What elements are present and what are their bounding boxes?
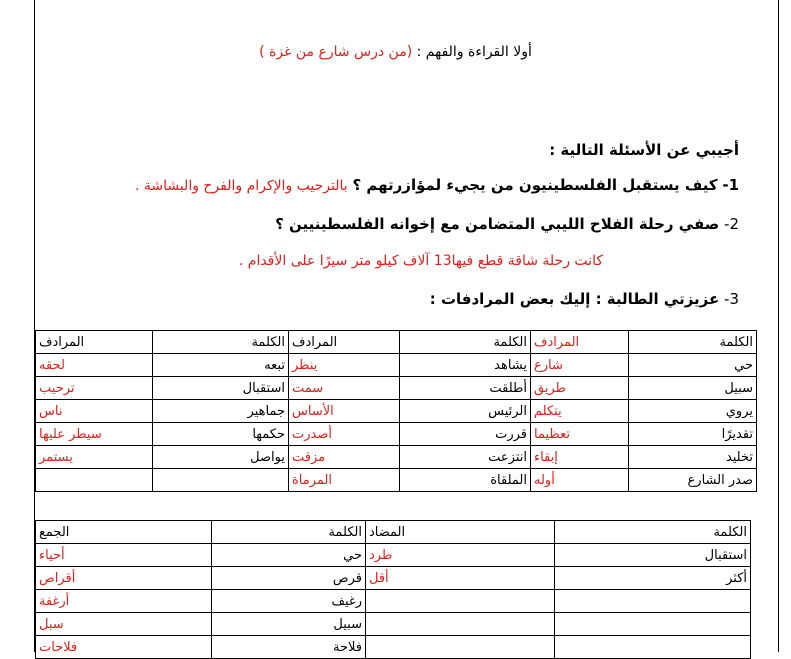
table-cell-word bbox=[555, 613, 751, 636]
table-cell-plural: أرغفة bbox=[36, 590, 212, 613]
table-cell-word: رغيف bbox=[212, 590, 366, 613]
table-cell-plural: أحياء bbox=[36, 544, 212, 567]
question-2-answer: كانت رحلة شاقة قطع فيها13 آلاف كيلو متر سيرًا على الأقدام . bbox=[238, 253, 603, 269]
table-cell-word: يشاهد bbox=[400, 354, 531, 377]
table-cell-synonym: ترحيب bbox=[36, 377, 153, 400]
table-header-row bbox=[36, 331, 757, 354]
header-word: الكلمة bbox=[153, 331, 289, 354]
table-cell-opposite: طرد bbox=[366, 544, 555, 567]
header-word: الكلمة bbox=[212, 521, 366, 544]
table-row bbox=[36, 400, 757, 423]
header-synonym: المرادف bbox=[531, 331, 629, 354]
question-2-number: 2- bbox=[724, 215, 739, 233]
table-row bbox=[36, 423, 757, 446]
header-synonym: المرادف bbox=[36, 331, 153, 354]
title-lesson: (من درس شارع من غزة ) bbox=[259, 44, 413, 60]
table-cell-synonym: سيطر عليها bbox=[36, 423, 153, 446]
table-cell-word: استقبال bbox=[555, 544, 751, 567]
table-cell-synonym: ينظر bbox=[289, 354, 400, 377]
table-cell-word: تقديرًا bbox=[629, 423, 757, 446]
table-cell-word: سبيل bbox=[629, 377, 757, 400]
table-header-row bbox=[36, 521, 751, 544]
header-opposite: المضاد bbox=[366, 521, 555, 544]
table-cell-word: الرئيس bbox=[400, 400, 531, 423]
table-cell-synonym: سمت bbox=[289, 377, 400, 400]
header-plural: الجمع bbox=[36, 521, 212, 544]
table-cell-word: فلاحة bbox=[212, 636, 366, 659]
table-cell-word bbox=[153, 469, 289, 492]
instruction: أجيبي عن الأسئلة التالية : bbox=[549, 141, 739, 159]
table-cell-synonym: يتكلم bbox=[531, 400, 629, 423]
table-cell-word: يروي bbox=[629, 400, 757, 423]
table-cell-word: أطلقت bbox=[400, 377, 531, 400]
table-row bbox=[36, 567, 751, 590]
table-cell-word: سبيل bbox=[212, 613, 366, 636]
table-cell-word: حي bbox=[212, 544, 366, 567]
table-cell-synonym: الأساس bbox=[289, 400, 400, 423]
question-2-text: صفي رحلة الفلاح الليبي المتضامن مع إخوانه الفلسطينيين ؟ bbox=[275, 215, 720, 233]
table-row bbox=[36, 544, 751, 567]
table-cell-plural: فلاحات bbox=[36, 636, 212, 659]
table-cell-word: حي bbox=[629, 354, 757, 377]
table-row bbox=[36, 590, 751, 613]
table-cell-word: جماهير bbox=[153, 400, 289, 423]
header-word: الكلمة bbox=[555, 521, 751, 544]
question-3-number: 3- bbox=[724, 290, 739, 308]
table-cell-word: حكمها bbox=[153, 423, 289, 446]
title-prefix: أولا القراءة والفهم : bbox=[412, 44, 532, 60]
question-1-answer: بالترحيب والإكرام والفرح والبشاشة . bbox=[134, 178, 348, 194]
table-cell-word: استقبال bbox=[153, 377, 289, 400]
table-row bbox=[36, 446, 757, 469]
table-cell-word: انتزعت bbox=[400, 446, 531, 469]
table-cell-synonym: مزقت bbox=[289, 446, 400, 469]
table-cell-opposite: أقل bbox=[366, 567, 555, 590]
page-margin-right bbox=[778, 0, 779, 652]
table-cell-synonym bbox=[36, 469, 153, 492]
table-cell-synonym: إبقاء bbox=[531, 446, 629, 469]
table-cell-word: يواصل bbox=[153, 446, 289, 469]
question-2 bbox=[275, 215, 739, 233]
table-row bbox=[36, 636, 751, 659]
table-cell-opposite bbox=[366, 590, 555, 613]
table-cell-word: قرص bbox=[212, 567, 366, 590]
table-cell-word: تبعه bbox=[153, 354, 289, 377]
table-cell-word bbox=[555, 636, 751, 659]
table-cell-opposite bbox=[366, 636, 555, 659]
table-cell-synonym: شارع bbox=[531, 354, 629, 377]
table-cell-word: صدر الشارع bbox=[629, 469, 757, 492]
question-1-text: كيف يستقبل الفلسطينيون من يجيء لمؤازرتهم ؟ bbox=[352, 176, 718, 194]
table-cell-synonym: أصدرت bbox=[289, 423, 400, 446]
table-cell-synonym: لحقه bbox=[36, 354, 153, 377]
table-cell-opposite bbox=[366, 613, 555, 636]
synonyms-table bbox=[35, 330, 757, 492]
header-synonym: المرادف bbox=[289, 331, 400, 354]
table-cell-synonym: المرماة bbox=[289, 469, 400, 492]
table-cell-word: أكثر bbox=[555, 567, 751, 590]
table-cell-word: الملقاة bbox=[400, 469, 531, 492]
header-word: الكلمة bbox=[400, 331, 531, 354]
question-1 bbox=[135, 176, 739, 194]
table-cell-synonym: يستمر bbox=[36, 446, 153, 469]
table-cell-synonym: تعظيما bbox=[531, 423, 629, 446]
page-title bbox=[0, 44, 791, 60]
question-1-number: 1- bbox=[722, 176, 739, 194]
question-3 bbox=[430, 290, 739, 308]
table-row bbox=[36, 354, 757, 377]
table-cell-synonym: أوله bbox=[531, 469, 629, 492]
table-row bbox=[36, 613, 751, 636]
table-cell-word bbox=[555, 590, 751, 613]
opposites-plurals-table bbox=[35, 520, 751, 659]
table-cell-word: قررت bbox=[400, 423, 531, 446]
table-cell-synonym: طريق bbox=[531, 377, 629, 400]
table-cell-synonym: ناس bbox=[36, 400, 153, 423]
table-cell-plural: أقراص bbox=[36, 567, 212, 590]
table-cell-plural: سبل bbox=[36, 613, 212, 636]
table-cell-word: تخليد bbox=[629, 446, 757, 469]
header-word: الكلمة bbox=[629, 331, 757, 354]
table-row bbox=[36, 469, 757, 492]
question-3-text: عزيزتي الطالبة : إليك بعض المرادفات : bbox=[429, 290, 720, 308]
table-row bbox=[36, 377, 757, 400]
